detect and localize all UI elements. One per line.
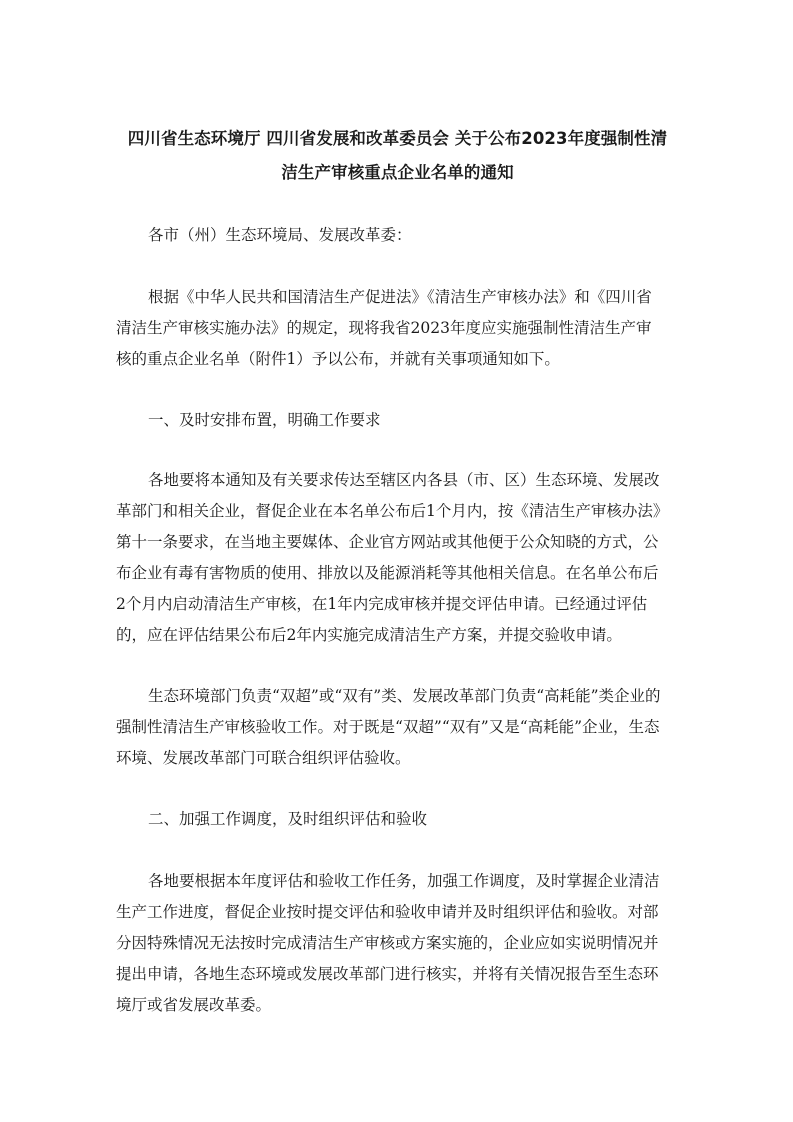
section-2-heading: 二、加强工作调度，及时组织评估和验收: [148, 810, 428, 828]
s2p1-line-3: 分因特殊情况无法按时完成清洁生产审核或方案实施的，企业应如实说明情况并: [116, 934, 659, 952]
section-1-paragraph-2: [116, 681, 690, 774]
s1p1-line-4: 布企业有毒有害物质的使用、排放以及能源消耗等其他相关信息。在名单公布后: [116, 564, 659, 582]
s2p1-line-2: 生产工作进度，督促企业按时提交评估和验收申请并及时组织评估和验收。对部: [116, 903, 659, 921]
s2p1-line-4: 提出申请，各地生态环境或发展改革部门进行核实，并将有关情况报告至生态环: [116, 965, 659, 983]
s1p2-line-3: 环境、发展改革部门可联合组织评估验收。: [116, 749, 411, 767]
title-line-2: 洁生产审核重点企业名单的通知: [281, 163, 514, 182]
intro-paragraph: [116, 282, 690, 375]
intro-line-2: 清洁生产审核实施办法》的规定，现将我省2023年度应实施强制性清洁生产审: [116, 319, 652, 337]
section-1-heading-paragraph: [116, 405, 690, 436]
title-line-1: 四川省生态环境厅 四川省发展和改革委员会 关于公布2023年度强制性清: [127, 129, 668, 148]
intro-line-3: 核的重点企业名单（附件1）予以公布，并就有关事项通知如下。: [116, 350, 560, 368]
salutation: 各市（州）生态环境局、发展改革委：: [148, 226, 412, 244]
s1p2-line-2: 强制性清洁生产审核验收工作。对于既是“双超”“双有”又是“高耗能”企业，生态: [116, 718, 660, 736]
document-title: [110, 122, 685, 190]
s1p1-line-3: 第十一条要求，在当地主要媒体、企业官方网站或其他便于公众知晓的方式，公: [116, 533, 659, 551]
s1p2-line-1: 生态环境部门负责“双超”或“双有”类、发展改革部门负责“高耗能”类企业的: [148, 687, 661, 705]
section-2-paragraph-1: [116, 866, 690, 1021]
section-1-paragraph-1: [116, 465, 690, 651]
s2p1-line-5: 境厅或省发展改革委。: [116, 996, 272, 1014]
s1p1-line-2: 革部门和相关企业，督促企业在本名单公布后1个月内，按《清洁生产审核办法》: [116, 502, 669, 520]
s1p1-line-1: 各地要将本通知及有关要求传达至辖区内各县（市、区）生态环境、发展改: [148, 471, 660, 489]
s2p1-line-1: 各地要根据本年度评估和验收工作任务，加强工作调度，及时掌握企业清洁: [148, 872, 660, 890]
section-1-heading: 一、及时安排布置，明确工作要求: [148, 411, 381, 429]
salutation-paragraph: [116, 220, 690, 251]
intro-line-1: 根据《中华人民共和国清洁生产促进法》《清洁生产审核办法》和《四川省: [148, 288, 652, 306]
s1p1-line-5: 2个月内启动清洁生产审核，在1年内完成审核并提交评估申请。已经通过评估: [116, 595, 648, 613]
s1p1-line-6: 的，应在评估结果公布后2年内实施完成清洁生产方案，并提交验收申请。: [116, 626, 622, 644]
section-2-heading-paragraph: [116, 804, 690, 835]
